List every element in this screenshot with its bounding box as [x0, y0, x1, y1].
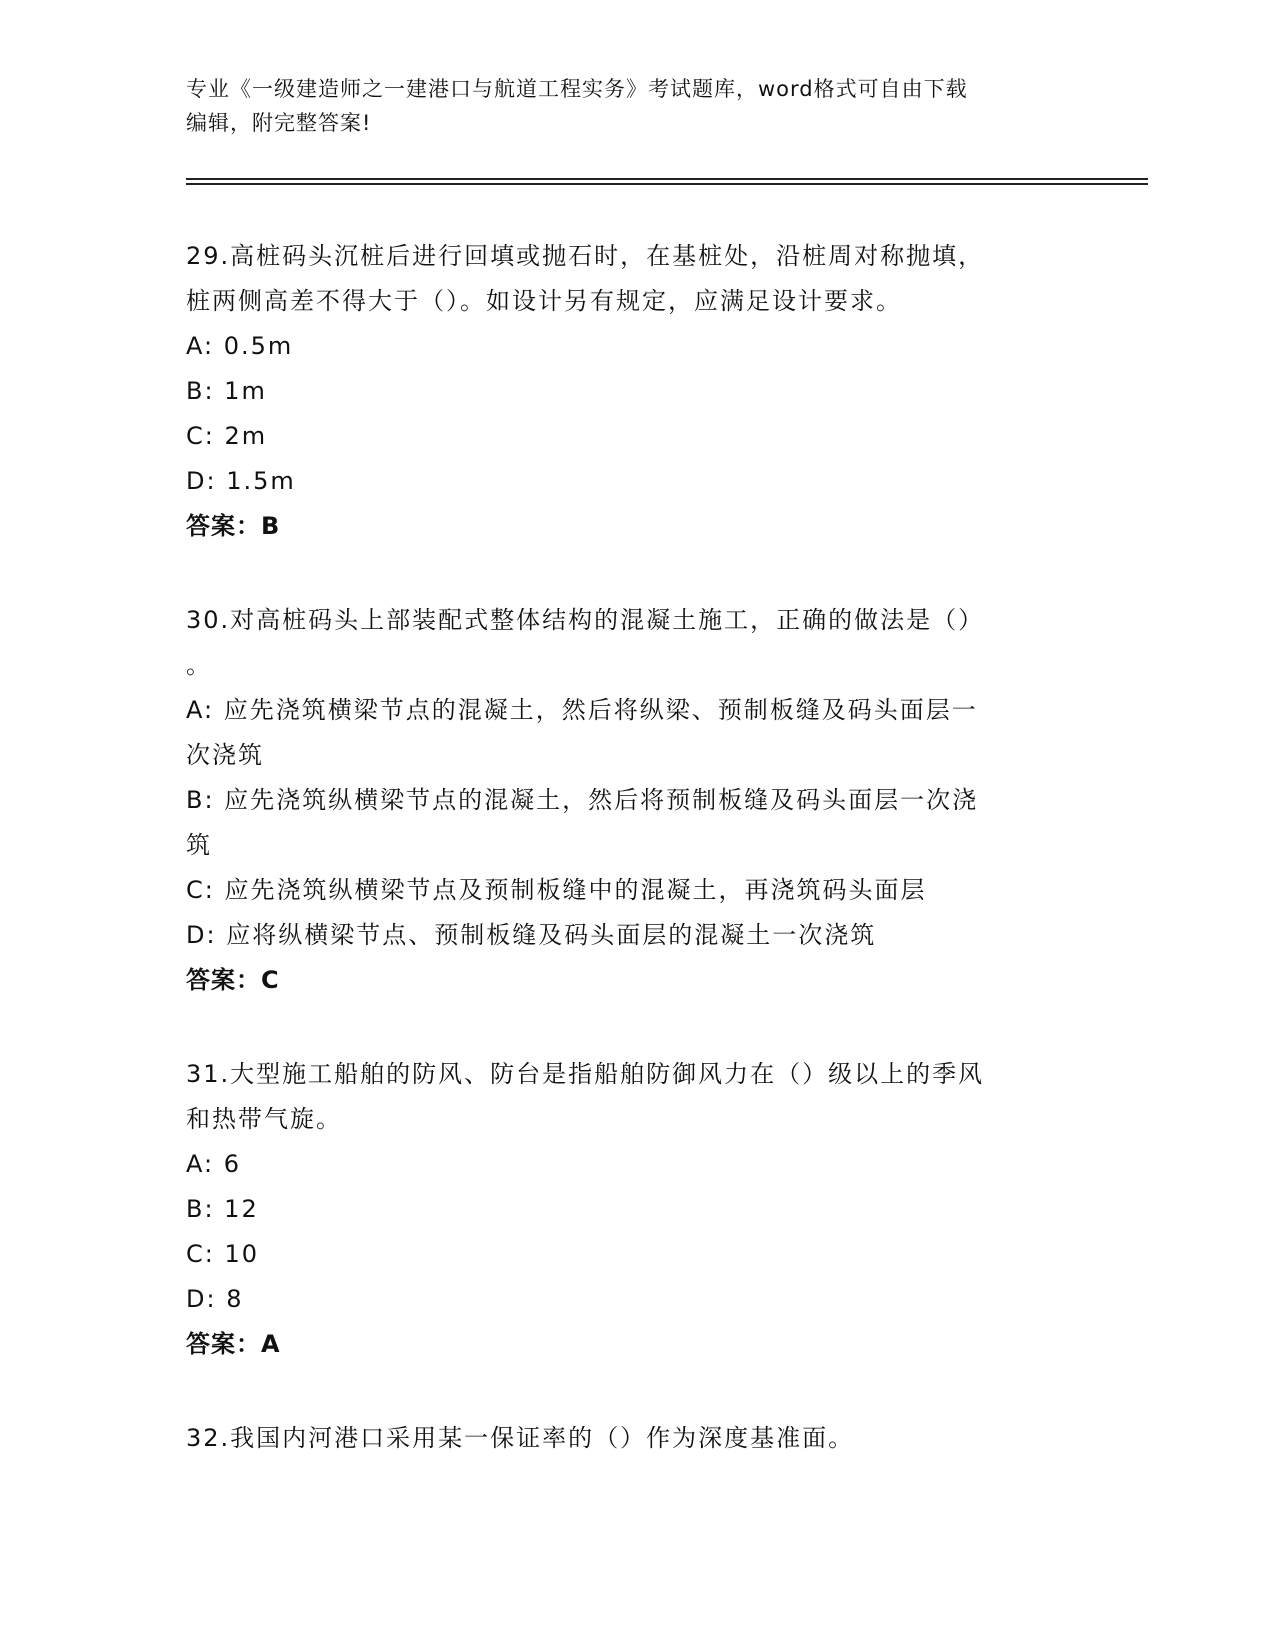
option-a: A: 6 — [186, 1150, 241, 1178]
question-31 — [186, 1052, 1086, 1367]
question-32 — [186, 1416, 1086, 1461]
header-line: 专业《一级建造师之一建港口与航道工程实务》考试题库，word格式可自由下载 — [186, 77, 968, 101]
option-a: A: 0.5m — [186, 332, 294, 360]
question-29 — [186, 234, 1086, 549]
option-b: B: 1m — [186, 377, 267, 405]
question-stem: 30.对高桩码头上部装配式整体结构的混凝土施工，正确的做法是（） — [186, 606, 985, 634]
question-stem: 桩两侧高差不得大于（）。如设计另有规定，应满足设计要求。 — [186, 287, 902, 315]
option-d: D: 1.5m — [186, 467, 296, 495]
header-divider — [186, 183, 1148, 185]
option-d: D: 应将纵横梁节点、预制板缝及码头面层的混凝土一次浇筑 — [186, 921, 877, 949]
option-d: D: 8 — [186, 1285, 244, 1313]
answer-label: 答案：A — [186, 1330, 281, 1358]
option-c: C: 应先浇筑纵横梁节点及预制板缝中的混凝土，再浇筑码头面层 — [186, 876, 927, 904]
option-c: C: 10 — [186, 1240, 260, 1268]
option-a-continued: 次浇筑 — [186, 741, 264, 769]
document-header — [186, 72, 1086, 140]
question-stem: 。 — [186, 651, 212, 679]
question-stem: 32.我国内河港口采用某一保证率的（）作为深度基准面。 — [186, 1424, 855, 1452]
question-stem: 29.高桩码头沉桩后进行回填或抛石时，在基桩处，沿桩周对称抛填， — [186, 242, 985, 270]
answer-label: 答案：B — [186, 512, 281, 540]
option-b-continued: 筑 — [186, 831, 212, 859]
header-divider — [186, 178, 1148, 180]
option-a: A: 应先浇筑横梁节点的混凝土，然后将纵梁、预制板缝及码头面层一 — [186, 696, 978, 724]
answer-label: 答案：C — [186, 966, 280, 994]
option-c: C: 2m — [186, 422, 268, 450]
option-b: B: 12 — [186, 1195, 259, 1223]
question-stem: 31.大型施工船舶的防风、防台是指船舶防御风力在（）级以上的季风 — [186, 1060, 985, 1088]
question-stem: 和热带气旋。 — [186, 1105, 342, 1133]
question-30 — [186, 598, 1086, 1003]
option-b: B: 应先浇筑纵横梁节点的混凝土，然后将预制板缝及码头面层一次浇 — [186, 786, 979, 814]
header-line: 编辑，附完整答案! — [186, 111, 372, 135]
